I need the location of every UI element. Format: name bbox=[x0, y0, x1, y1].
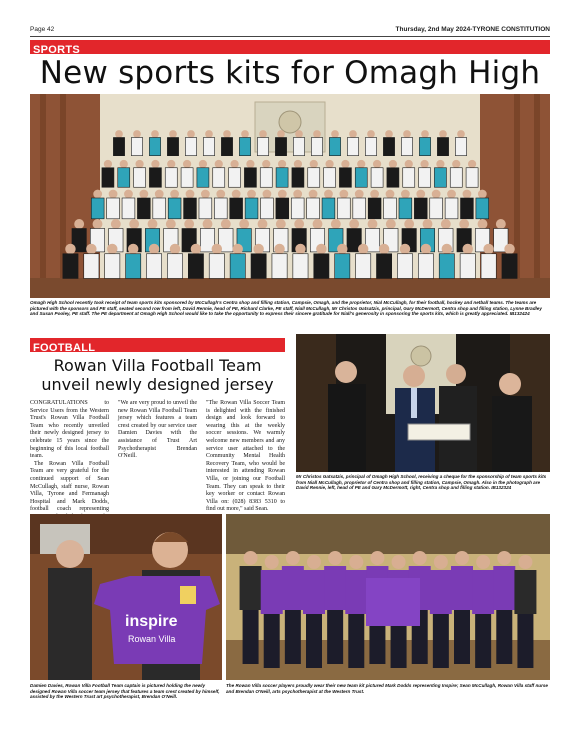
sports-section-label: SPORTS bbox=[33, 44, 81, 56]
article-paragraph-4: "The Rowan Villa Soccer Team is delighted with the finished design and look forward to wearing this at the weekly soccer sessions. We warmly welcome new members and any service user attached to the Community Mental Health Recovery Team, who would be interested in attending Rowan Villa, or joining our Football Team. They can speak to their key worker or contact Rowan Villa on: (028) 8383 5310 to find out more," said Sean. bbox=[206, 400, 285, 513]
article-column-2 bbox=[118, 400, 197, 512]
jersey-club-text: Rowan Villa bbox=[128, 634, 176, 644]
football-headline-line2: unveil newly designed jersey bbox=[41, 375, 274, 394]
team-photo-caption: Omagh High School recently took receipt of team sports kits sponsored by McCullagh's Centra shop and filling station, Campsie, Omagh, and the proprietor, Nial McCullagh, for their football, hockey and netball teams. The teams are pictured with the sponsors and PE staff, seated second row from left, David Rennie, head of PE, Richard Clarke, PE staff, Niall McCullagh, Mr Christos Gatsatzis, principal, Gary McDermott, Centra shop and filling station, Lynne Bradley and Susan Pooley, PE staff. The PE department at Omagh High School would like to take the opportunity to express their sincere gratitude for Niall's generosity in sponsoring the sports kits, which is greatly appreciated. IB132424 bbox=[30, 300, 542, 317]
jersey-brand-text: inspire bbox=[125, 613, 178, 630]
article-paragraph-3: "We are very proud to unveil the new Rowan Villa Football Team jersey which features a team crest created by our service user Damien Davies with the assistance of Trust Art Psychotherapist Brendan O'Neill. bbox=[118, 400, 197, 460]
article-paragraph-2: The Rowan Villa Football Team are very grateful for the continued support of Sean McCullagh, staff nurse, Rowan Villa, Tyrone and Fermanagh Hospital and Mark Dodds, football coach representing bbox=[30, 460, 109, 513]
page-number: Page 42 bbox=[30, 26, 55, 33]
page-folio bbox=[30, 24, 550, 36]
jersey-captain-photo bbox=[30, 514, 222, 680]
article-column-1 bbox=[30, 400, 109, 512]
page-headline: New sports kits for Omagh High bbox=[39, 55, 541, 91]
football-section-bar bbox=[30, 338, 285, 352]
article-paragraph-1: CONGRATULATIONS to Service Users from the Western Trust's Rowan Villa Football Team who recently unveiled their newly designed jersey to celebrate 15 years since the beginning of this local football team. bbox=[30, 400, 109, 460]
top-rule bbox=[30, 36, 550, 37]
article-column-3 bbox=[206, 400, 285, 512]
cheque-presentation-photo bbox=[296, 334, 550, 472]
omagh-high-team-photo bbox=[30, 94, 550, 298]
rowan-villa-team-photo bbox=[226, 514, 550, 680]
team-photo-illustration bbox=[30, 94, 550, 298]
cheque-photo-illustration bbox=[296, 334, 550, 472]
football-section-label: FOOTBALL bbox=[33, 342, 96, 354]
team-photo-bottom-caption: The Rowan Villa soccer players proudly wear their new team kit pictured Mark Dodds representing Inspire; Sean McCullagh, Rowan Villa staff nurse and Brendan O'Neill, arts psychotherapist at the Western Trust. bbox=[226, 683, 548, 694]
jersey-photo-caption: Damien Davies, Rowan Villa Football Team captain is pictured holding the newly designed Rowan Villa soccer team jersey that features a team crest created by himself, assisted by the Western Trust art psychotherapist, Brendan O'Neill. bbox=[30, 683, 220, 700]
jersey-photo-illustration bbox=[30, 514, 222, 680]
issue-date: Thursday, 2nd May 2024-TYRONE CONSTITUTION bbox=[395, 26, 550, 33]
football-headline-line1: Rowan Villa Football Team bbox=[53, 356, 262, 375]
rowan-villa-photo-illustration bbox=[226, 514, 550, 680]
article-body bbox=[30, 400, 285, 512]
cheque-photo-caption: Mr Christos Gatsatzis, principal of Omagh High School, receiving a cheque for the sponsorship of team sports kits from Niall McCullagh, proprietor of Centra shop and filling station, Campsie, Omagh. Also in the photograph are David Rennie, left, head of PE and Gary McDermott, right, Centra shop and filling station. IB132324 bbox=[296, 474, 547, 491]
sports-section-bar bbox=[30, 40, 550, 54]
